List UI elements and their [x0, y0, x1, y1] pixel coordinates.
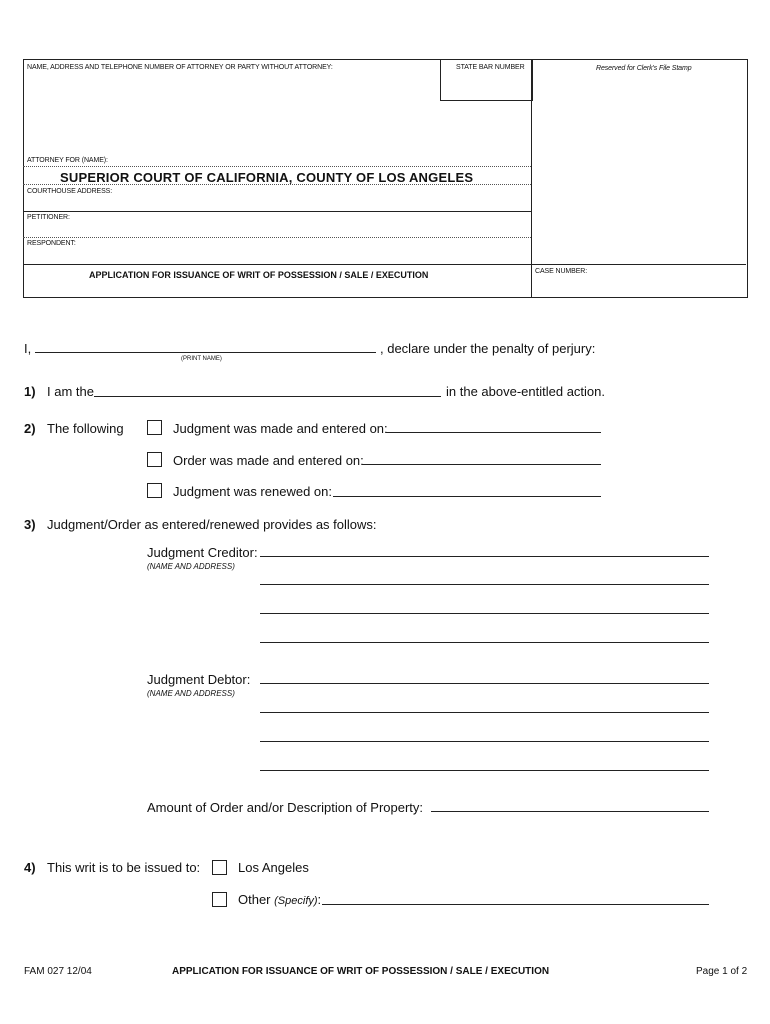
debtor-field-1[interactable]	[260, 683, 709, 684]
judgment-renewed-checkbox[interactable]	[147, 483, 162, 498]
petitioner-label: PETITIONER:	[27, 214, 70, 221]
other-specify-field[interactable]	[322, 904, 709, 905]
clerk-stamp-label: Reserved for Clerk's File Stamp	[596, 65, 692, 72]
respondent-line	[23, 264, 746, 265]
debtor-sub: (NAME AND ADDRESS)	[147, 689, 235, 698]
item4-label: This writ is to be issued to:	[47, 860, 201, 875]
amount-label: Amount of Order and/or Description of Property:	[147, 800, 424, 815]
los-angeles-checkbox[interactable]	[212, 860, 227, 875]
print-name-label: (PRINT NAME)	[181, 356, 222, 362]
judgment-renewed-label: Judgment was renewed on:	[173, 484, 332, 499]
other-specify-text: (Specify)	[274, 895, 318, 907]
courthouse-label: COURTHOUSE ADDRESS:	[27, 188, 113, 195]
order-entered-label: Order was made and entered on:	[173, 453, 364, 468]
item1-number: 1)	[24, 384, 36, 399]
item1-suffix: in the above-entitled action.	[446, 384, 605, 399]
order-entered-date-field[interactable]	[362, 464, 601, 465]
form-title: APPLICATION FOR ISSUANCE OF WRIT OF POSSESSION / SALE / EXECUTION	[89, 270, 429, 280]
judgment-renewed-date-field[interactable]	[333, 496, 601, 497]
item2-label: The following	[47, 421, 124, 436]
item1-role-field[interactable]	[94, 396, 441, 397]
footer-page: Page 1 of 2	[696, 966, 748, 977]
respondent-field[interactable]	[75, 238, 528, 262]
print-name-field[interactable]	[35, 352, 376, 353]
creditor-field-4[interactable]	[260, 642, 709, 643]
declaration-prefix: I,	[24, 341, 32, 356]
footer-form-id: FAM 027 12/04	[24, 966, 92, 977]
attorney-info-field[interactable]	[25, 75, 437, 155]
attorney-label: NAME, ADDRESS AND TELEPHONE NUMBER OF ATTORNEY OR PARTY WITHOUT ATTORNEY:	[27, 64, 333, 71]
other-label	[238, 892, 321, 907]
item4-number: 4)	[24, 860, 36, 875]
creditor-label: Judgment Creditor:	[147, 545, 258, 560]
case-number-label: CASE NUMBER:	[535, 268, 588, 275]
amount-field[interactable]	[431, 811, 709, 812]
petitioner-field[interactable]	[70, 212, 528, 236]
attorney-for-label: ATTORNEY FOR (NAME):	[27, 157, 108, 164]
item1-prefix: I am the	[47, 384, 94, 399]
debtor-field-4[interactable]	[260, 770, 709, 771]
case-number-field[interactable]	[534, 278, 744, 295]
creditor-field-2[interactable]	[260, 584, 709, 585]
court-title-line	[23, 184, 531, 185]
other-colon: :	[317, 892, 322, 907]
other-label-text: Other	[238, 892, 271, 907]
creditor-field-3[interactable]	[260, 613, 709, 614]
debtor-field-2[interactable]	[260, 712, 709, 713]
respondent-label: RESPONDENT:	[27, 240, 76, 247]
debtor-label: Judgment Debtor:	[147, 672, 251, 687]
state-bar-field[interactable]	[442, 73, 529, 97]
judgment-entered-label: Judgment was made and entered on:	[173, 421, 388, 436]
judgment-entered-date-field[interactable]	[386, 432, 601, 433]
item3-label: Judgment/Order as entered/renewed provides as follows:	[47, 517, 377, 532]
state-bar-label: STATE BAR NUMBER	[456, 64, 525, 71]
footer-title: APPLICATION FOR ISSUANCE OF WRIT OF POSSESSION / SALE / EXECUTION	[172, 966, 550, 977]
los-angeles-label: Los Angeles	[238, 860, 309, 875]
creditor-field-1[interactable]	[260, 556, 709, 557]
item2-number: 2)	[24, 421, 36, 436]
attorney-for-line[interactable]	[23, 166, 531, 167]
debtor-field-3[interactable]	[260, 741, 709, 742]
declaration-suffix: , declare under the penalty of perjury:	[380, 341, 596, 356]
item3-number: 3)	[24, 517, 36, 532]
other-checkbox[interactable]	[212, 892, 227, 907]
creditor-sub: (NAME AND ADDRESS)	[147, 562, 235, 571]
judgment-entered-checkbox[interactable]	[147, 420, 162, 435]
order-entered-checkbox[interactable]	[147, 452, 162, 467]
court-title: SUPERIOR COURT OF CALIFORNIA, COUNTY OF LOS ANGELES	[60, 170, 474, 185]
